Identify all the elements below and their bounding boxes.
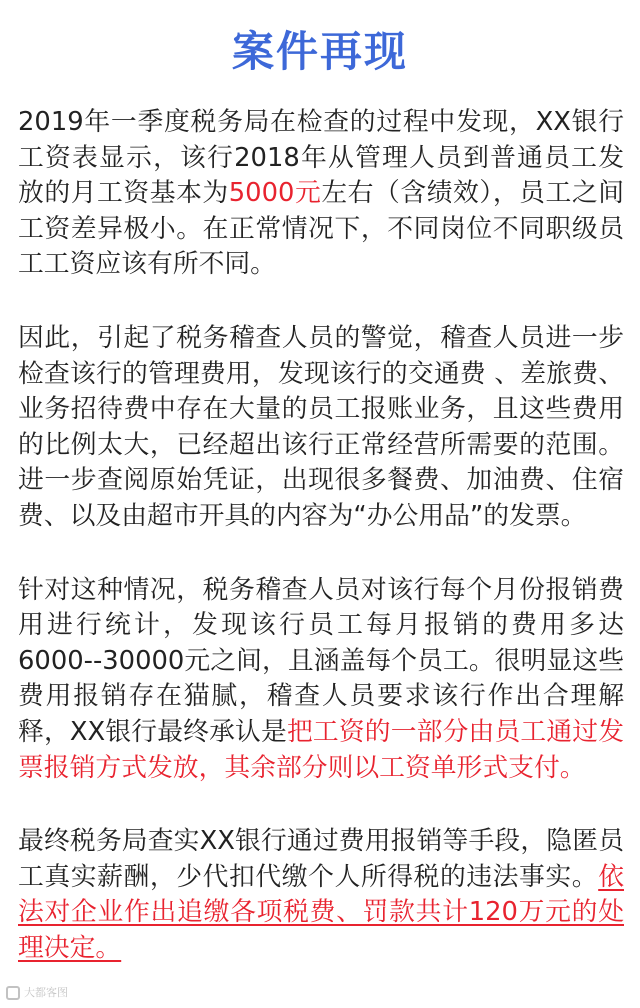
article-body bbox=[18, 105, 624, 966]
salary-amount-highlight: 5000元 bbox=[228, 178, 322, 209]
paragraph-4 bbox=[18, 824, 624, 966]
penalty-decision-highlight: 依法对企业作出追缴各项税费、罚款共计120万元的处理决定。 bbox=[18, 861, 624, 963]
admission-highlight: 把工资的一部分由员工通过发票报销方式发放，其余部分则以工资单形式支付。 bbox=[18, 716, 624, 783]
page-title: 案件再现 bbox=[231, 27, 408, 76]
paragraph-3 bbox=[18, 573, 624, 787]
paragraph-3-text: 针对这种情况，税务稽查人员对该行每个月份报销费用进行统计，发现该行员工每月报销的费用多达6000--30000元之间，且涵盖每个员工。很明显这些费用报销存在猫腻，稽查人员要求该行作出合理解释，XX银行最终承认是 bbox=[18, 574, 624, 747]
watermark-text: 大都客图 bbox=[24, 986, 68, 999]
paragraph-2: 因此，引起了税务稽查人员的警觉，稽查人员进一步检查该行的管理费用，发现该行的交通费 、差旅费、业务招待费中存在大量的员工报账业务，且这些费用的比例太大，已经超出该行正常经营所需要的范围。进一步查阅原始凭证，出现很多餐费、加油费、住宿费、以及由超市开具的内容为“办公用品”的发票。 bbox=[18, 322, 624, 531]
watermark bbox=[6, 986, 68, 1000]
paragraph-1-text-b: 左右（含绩效），员工之间工资差异极小。在正常情况下，不同岗位不同职级员工工资应该有所不同。 bbox=[18, 178, 624, 280]
paragraph-1 bbox=[18, 105, 624, 283]
paragraph-4-text: 最终税务局查实XX银行通过费用报销等手段，隐匿员工真实薪酬，少代扣代缴个人所得税的违法事实。 bbox=[18, 826, 624, 892]
camera-icon bbox=[6, 986, 20, 1000]
paragraph-1-text-a: 2019年一季度税务局在检查的过程中发现，XX银行工资表显示，该行2018年从管理人员到普通员工发放的月工资基本为 bbox=[18, 107, 624, 209]
